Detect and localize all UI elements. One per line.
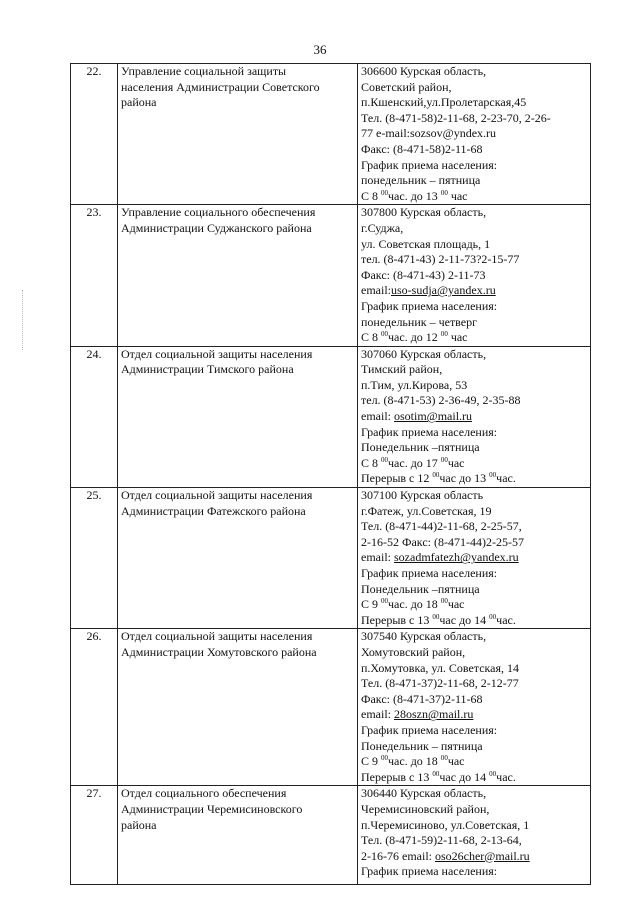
contact-text: График приема населения: <box>361 157 498 172</box>
contact-text: Тел. (8-471-44)2-11-68, 2-25-57, <box>361 519 522 534</box>
organization-name-line: Отдел социальной защиты населения <box>121 488 313 503</box>
contact-text: Понедельник –пятница <box>361 581 480 596</box>
contact-text: email: <box>361 409 394 424</box>
contact-line <box>361 471 587 487</box>
time-text: час <box>447 597 465 612</box>
contact-text: 307100 Курская область <box>361 488 484 503</box>
time-text: час до 14 <box>439 769 490 784</box>
contact-line <box>361 645 587 661</box>
email-link[interactable]: 28oszn@mail.ru <box>394 707 474 722</box>
contact-details <box>358 786 591 885</box>
email-link[interactable]: sozadmfatezh@yandex.ru <box>394 550 519 565</box>
contact-line <box>361 833 587 849</box>
time-minutes: 00 <box>381 330 389 339</box>
contact-text: 307060 Курская область, <box>361 346 487 361</box>
contact-text: График приема населения: <box>361 864 498 879</box>
contact-text: г.Суджа, <box>361 220 404 235</box>
contact-line <box>361 237 587 253</box>
time-text: час. до 18 <box>388 754 441 769</box>
time-text: час до 13 <box>439 471 490 486</box>
table-row <box>71 346 591 487</box>
contact-text: Перерыв с 13 <box>361 612 433 627</box>
contact-line <box>361 111 587 127</box>
contact-details <box>358 488 591 629</box>
contact-details <box>358 629 591 786</box>
contact-text: Понедельник –пятница <box>361 440 480 455</box>
time-minutes: 00 <box>489 471 497 480</box>
contact-text: 307540 Курская область, <box>361 629 487 644</box>
contact-line <box>361 456 587 472</box>
entry-number: 22. <box>71 64 118 205</box>
contact-text: 2-16-52 Факс: (8-471-44)2-25-57 <box>361 534 524 549</box>
email-link[interactable]: osotim@mail.ru <box>394 409 473 424</box>
entry-number: 25. <box>71 488 118 629</box>
time-text: час <box>447 754 465 769</box>
contact-details <box>358 64 591 205</box>
contact-line <box>361 283 587 299</box>
time-minutes: 00 <box>489 769 497 778</box>
contact-line <box>361 173 587 189</box>
contact-text: Факс: (8-471-43) 2-11-73 <box>361 267 486 282</box>
contact-line <box>361 504 587 520</box>
organization-name-line: Администрации Хомутовского района <box>121 644 317 659</box>
contact-line <box>361 347 587 363</box>
contact-line <box>361 723 587 739</box>
table-row <box>71 64 591 205</box>
offices-table <box>70 63 591 885</box>
organization-name <box>118 629 358 786</box>
contact-line <box>361 864 587 880</box>
organization-name <box>118 786 358 885</box>
contact-line <box>361 252 587 268</box>
contact-text: тел. (8-471-53) 2-36-49, 2-35-88 <box>361 393 521 408</box>
time-text: час. до 17 <box>388 455 441 470</box>
contact-text: 306600 Курская область, <box>361 64 487 78</box>
time-text: час. <box>496 769 516 784</box>
contact-text: С 9 <box>361 754 382 769</box>
organization-name-line: Управление социальной защиты <box>121 64 287 78</box>
contact-text: Факс: (8-471-58)2-11-68 <box>361 141 483 156</box>
contact-line <box>361 661 587 677</box>
contact-line <box>361 299 587 315</box>
organization-name <box>118 346 358 487</box>
contact-line <box>361 80 587 96</box>
contact-text: С 8 <box>361 330 382 345</box>
organization-name <box>118 488 358 629</box>
contact-line <box>361 786 587 802</box>
organization-name-line: Отдел социальной защиты населения <box>121 346 313 361</box>
contact-line <box>361 629 587 645</box>
contact-line <box>361 802 587 818</box>
contact-line <box>361 378 587 394</box>
contact-line <box>361 221 587 237</box>
contact-line <box>361 519 587 535</box>
contact-text: Хомутовский район, <box>361 644 466 659</box>
contact-text: Факс: (8-471-37)2-11-68 <box>361 691 483 706</box>
entry-number: 23. <box>71 205 118 346</box>
contact-text: г.Фатеж, ул.Советская, 19 <box>361 503 492 518</box>
contact-text: email: <box>361 283 391 298</box>
contact-line <box>361 849 587 865</box>
contact-text: п.Тим, ул.Кирова, 53 <box>361 377 468 392</box>
time-minutes: 00 <box>381 754 389 763</box>
time-minutes: 00 <box>440 455 448 464</box>
contact-text: Тел. (8-471-58)2-11-68, 2-23-70, 2-26- <box>361 110 551 125</box>
contact-line <box>361 362 587 378</box>
contact-line <box>361 754 587 770</box>
contact-line <box>361 676 587 692</box>
contact-text: С 8 <box>361 455 382 470</box>
contact-line <box>361 158 587 174</box>
contact-text: 77 e-mail:sozsov@yndex.ru <box>361 126 497 141</box>
contact-line <box>361 315 587 331</box>
contact-text: График приема населения: <box>361 566 498 580</box>
organization-name-line: Администрации Суджанского района <box>121 220 312 235</box>
table-row <box>71 786 591 885</box>
time-text: час. <box>496 612 516 627</box>
contact-text: Тел. (8-471-37)2-11-68, 2-12-77 <box>361 676 519 691</box>
contact-text: email: <box>361 707 394 722</box>
time-minutes: 00 <box>381 188 389 197</box>
email-link[interactable]: uso-sudja@yandex.ru <box>391 283 496 298</box>
contact-text: Тимский район, <box>361 362 443 377</box>
margin-mark <box>22 290 24 350</box>
contact-text: Понедельник – пятница <box>361 738 483 753</box>
contact-text: График приема населения: <box>361 722 498 737</box>
time-minutes: 00 <box>381 597 389 606</box>
table-row <box>71 629 591 786</box>
time-minutes: 00 <box>432 612 440 621</box>
contact-line <box>361 613 587 629</box>
time-text: час <box>447 330 468 345</box>
contact-line <box>361 425 587 441</box>
entry-number: 27. <box>71 786 118 885</box>
contact-line <box>361 707 587 723</box>
contact-line <box>361 566 587 582</box>
contact-details <box>358 205 591 346</box>
contact-text: ул. Советская площадь, 1 <box>361 236 491 251</box>
table-row <box>71 488 591 629</box>
page-number: 36 <box>313 42 327 57</box>
contact-text: Тел. (8-471-59)2-11-68, 2-13-64, <box>361 833 522 848</box>
contact-line <box>361 95 587 111</box>
contact-line <box>361 64 587 80</box>
time-text: час до 14 <box>439 612 490 627</box>
contact-line <box>361 440 587 456</box>
contact-line <box>361 393 587 409</box>
contact-line <box>361 818 587 834</box>
contact-details <box>358 346 591 487</box>
contact-text: Черемисиновский район, <box>361 801 490 816</box>
contact-line <box>361 739 587 755</box>
contact-text: Перерыв с 12 <box>361 471 433 486</box>
contact-text: График приема населения: <box>361 424 498 439</box>
contact-line <box>361 550 587 566</box>
contact-line <box>361 205 587 221</box>
contact-text: понедельник – четверг <box>361 314 478 329</box>
contact-text: понедельник – пятница <box>361 173 481 188</box>
entry-number: 26. <box>71 629 118 786</box>
contact-line <box>361 268 587 284</box>
contact-text: email: <box>361 550 394 565</box>
email-link[interactable]: oso26cher@mail.ru <box>434 848 530 863</box>
contact-line <box>361 597 587 613</box>
contact-line <box>361 582 587 598</box>
contact-text: Перерыв с 13 <box>361 769 433 784</box>
time-text: час. до 13 <box>388 188 441 203</box>
entry-number: 24. <box>71 346 118 487</box>
organization-name <box>118 64 358 205</box>
time-text: час <box>447 188 468 203</box>
contact-line <box>361 142 587 158</box>
organization-name-line: района <box>121 95 157 110</box>
contact-line <box>361 770 587 786</box>
contact-text: п.Кшенский,ул.Пролетарская,45 <box>361 95 527 110</box>
organization-name-line: населения Администрации Советского <box>121 79 320 94</box>
contact-text: Советский район, <box>361 79 452 94</box>
time-minutes: 00 <box>381 455 389 464</box>
organization-name <box>118 205 358 346</box>
contact-line <box>361 189 587 205</box>
time-minutes: 00 <box>440 754 448 763</box>
organization-name-line: Администрации Тимского района <box>121 362 294 377</box>
contact-text: п.Черемисиново, ул.Советская, 1 <box>361 817 530 832</box>
time-text: час. до 12 <box>388 330 441 345</box>
time-text: час <box>447 455 465 470</box>
time-minutes: 00 <box>440 330 448 339</box>
time-text: час. до 18 <box>388 597 441 612</box>
contact-line <box>361 126 587 142</box>
time-minutes: 00 <box>432 769 440 778</box>
organization-name-line: Отдел социального обеспечения <box>121 786 287 801</box>
contact-text: 307800 Курская область, <box>361 205 487 220</box>
contact-line <box>361 409 587 425</box>
contact-line <box>361 488 587 504</box>
contact-line <box>361 330 587 346</box>
contact-text: 306440 Курская область, <box>361 786 487 801</box>
organization-name-line: Отдел социальной защиты населения <box>121 629 313 644</box>
time-minutes: 00 <box>440 188 448 197</box>
contact-text: С 9 <box>361 597 382 612</box>
time-minutes: 00 <box>489 612 497 621</box>
contact-text: п.Хомутовка, ул. Советская, 14 <box>361 660 520 675</box>
organization-name-line: Администрации Черемисиновского <box>121 801 303 816</box>
contact-text: тел. (8-471-43) 2-11-73?2-15-77 <box>361 252 520 267</box>
time-minutes: 00 <box>440 597 448 606</box>
contact-text: График приема населения: <box>361 298 498 313</box>
time-text: час. <box>496 471 516 486</box>
contact-line <box>361 692 587 708</box>
contact-text: 2-16-76 email: <box>361 848 435 863</box>
contact-text: С 8 <box>361 188 382 203</box>
organization-name-line: Администрации Фатежского района <box>121 503 306 518</box>
contact-line <box>361 535 587 551</box>
table-row <box>71 205 591 346</box>
organization-name-line: Управление социального обеспечения <box>121 205 316 220</box>
organization-name-line: района <box>121 817 157 832</box>
time-minutes: 00 <box>432 471 440 480</box>
